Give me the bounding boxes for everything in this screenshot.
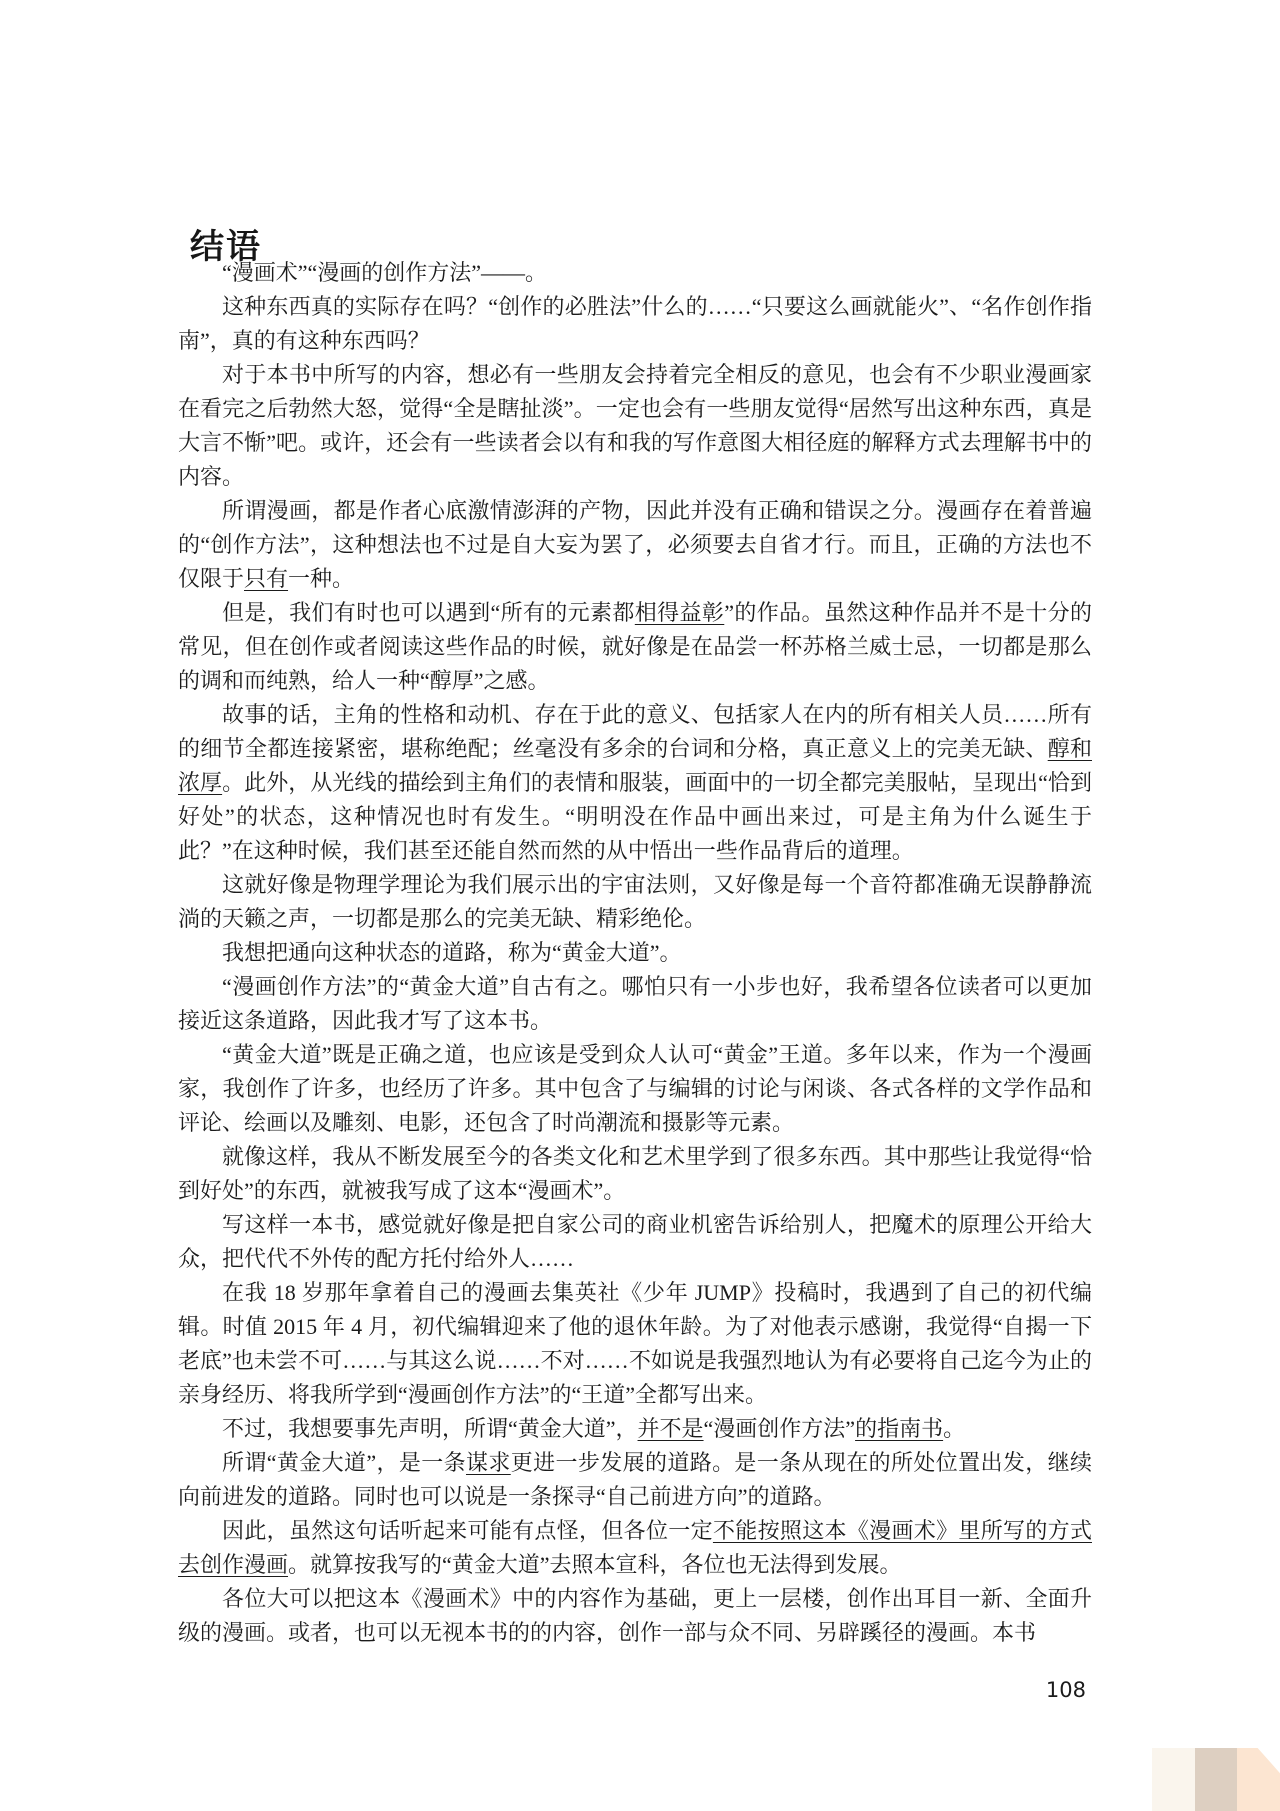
underlined-text: 的指南书 [855, 1416, 944, 1441]
text-run: 各位大可以把这本《漫画术》中的内容作为基础，更上一层楼，创作出耳目一新、全面升级的漫画。或者，也可以无视本书的的内容，创作一部与众不同、另辟蹊径的漫画。本书 [178, 1586, 1092, 1645]
page-number: 108 [1045, 1678, 1086, 1702]
text-run: 就像这样，我从不断发展至今的各类文化和艺术里学到了很多东西。其中那些让我觉得“恰到好处”的东西，就被我写成了这本“漫画术”。 [178, 1144, 1092, 1203]
paragraph [178, 936, 1092, 970]
text-run: 不过，我想要事先声明，所谓“黄金大道”， [222, 1416, 638, 1441]
underlined-text: 醇和浓厚 [178, 736, 1092, 795]
paragraph [178, 698, 1092, 868]
paragraph [178, 1582, 1092, 1650]
paragraph [178, 1276, 1092, 1412]
underlined-text: 不能按照这本《漫画术》里所写的方式去创作漫画 [178, 1518, 1092, 1577]
underlined-text: 谋求 [465, 1450, 511, 1475]
text-run: “漫画术”“漫画的创作方法”——。 [222, 260, 548, 285]
text-run: 因此，虽然这句话听起来可能有点怪，但各位一定 [222, 1518, 713, 1543]
corner-strip-peach [1237, 1748, 1280, 1811]
text-run: 在我 18 岁那年拿着自己的漫画去集英社《少年 JUMP》投稿时，我遇到了自己的初代编辑。时值 2015 年 4 月，初代编辑迎来了他的退休年龄。为了对他表示感谢，我觉得“自揭一下老底”也未尝不可……与其这么说……不对……不如说是我强烈地认为有必要将自己迄今为止的亲身经历、将我所学到“漫画创作方法”的“王道”全都写出来。 [178, 1280, 1092, 1407]
paragraph [178, 1412, 1092, 1446]
text-run: “黄金大道”既是正确之道，也应该是受到众人认可“黄金”王道。多年以来，作为一个漫画家，我创作了许多，也经历了许多。其中包含了与编辑的讨论与闲谈、各式各样的文学作品和评论、绘画以及雕刻、电影，还包含了时尚潮流和摄影等元素。 [178, 1042, 1092, 1135]
paragraph [178, 970, 1092, 1038]
text-run: 故事的话，主角的性格和动机、存在于此的意义、包括家人在内的所有相关人员……所有的细节全都连接紧密，堪称绝配；丝毫没有多余的台词和分格，真正意义上的完美无缺、 [178, 702, 1092, 761]
text-run: 这就好像是物理学理论为我们展示出的宇宙法则，又好像是每一个音符都准确无误静静流淌的天籁之声，一切都是那么的完美无缺、精彩绝伦。 [178, 872, 1092, 931]
chapter-title: 结语 [190, 226, 262, 267]
paragraph [178, 358, 1092, 494]
text-run: 更进一步发展的道路。是一条从现在的所处位置出发，继续向前进发的道路。同时也可以说是一条探寻“自己前进方向”的道路。 [178, 1450, 1092, 1509]
text-run: 但是，我们有时也可以遇到“所有的元素都 [222, 600, 635, 625]
text-run: ”的作品。虽然这种作品并不是十分的常见，但在创作或者阅读这些作品的时候，就好像是在品尝一杯苏格兰威士忌，一切都是那么的调和而纯熟，给人一种“醇厚”之感。 [178, 600, 1092, 693]
text-run: 。 [943, 1416, 966, 1441]
text-run: 。就算按我写的“黄金大道”去照本宣科，各位也无法得到发展。 [288, 1552, 902, 1577]
text-run: 对于本书中所写的内容，想必有一些朋友会持着完全相反的意见，也会有不少职业漫画家在看完之后勃然大怒，觉得“全是瞎扯淡”。一定也会有一些朋友觉得“居然写出这种东西，真是大言不惭”吧。或许，还会有一些读者会以有和我的写作意图大相径庭的解释方式去理解书中的内容。 [178, 362, 1092, 489]
page-corner-decoration [1152, 1748, 1280, 1811]
paragraph [178, 256, 1092, 290]
text-run: 写这样一本书，感觉就好像是把自家公司的商业机密告诉给别人，把魔术的原理公开给大众，把代代不外传的配方托付给外人…… [178, 1212, 1092, 1271]
text-run: 一种。 [288, 566, 355, 591]
corner-strip-cream [1152, 1748, 1195, 1811]
paragraph [178, 1514, 1092, 1582]
paragraph [178, 596, 1092, 698]
underlined-text: 并不是 [637, 1416, 704, 1441]
paragraph [178, 1446, 1092, 1514]
paragraphs [178, 256, 1092, 1650]
corner-strip-tan [1195, 1748, 1237, 1811]
text-run: 我想把通向这种状态的道路，称为“黄金大道”。 [222, 940, 682, 965]
text-run: 所谓漫画，都是作者心底激情澎湃的产物，因此并没有正确和错误之分。漫画存在着普遍的“创作方法”，这种想法也不过是自大妄为罢了，必须要去自省才行。而且，正确的方法也不仅限于 [178, 498, 1092, 591]
underlined-text: 只有 [244, 566, 289, 591]
paragraph [178, 868, 1092, 936]
text-run: 所谓“黄金大道”，是一条 [222, 1450, 466, 1475]
text-run: “漫画创作方法” [703, 1416, 856, 1441]
paragraph [178, 1208, 1092, 1276]
paragraph [178, 1140, 1092, 1208]
text-run: “漫画创作方法”的“黄金大道”自古有之。哪怕只有一小步也好，我希望各位读者可以更加接近这条道路，因此我才写了这本书。 [178, 974, 1092, 1033]
text-run: 。此外，从光线的描绘到主角们的表情和服装，画面中的一切全都完美服帖，呈现出“恰到好处”的状态，这种情况也时有发生。“明明没在作品中画出来过，可是主角为什么诞生于此？”在这种时候，我们甚至还能自然而然的从中悟出一些作品背后的道理。 [178, 770, 1092, 863]
paragraph [178, 1038, 1092, 1140]
underlined-text: 相得益彰 [634, 600, 725, 625]
paragraph [178, 494, 1092, 596]
paragraph [178, 290, 1092, 358]
text-run: 这种东西真的实际存在吗？“创作的必胜法”什么的……“只要这么画就能火”、“名作创作指南”，真的有这种东西吗？ [178, 294, 1092, 353]
